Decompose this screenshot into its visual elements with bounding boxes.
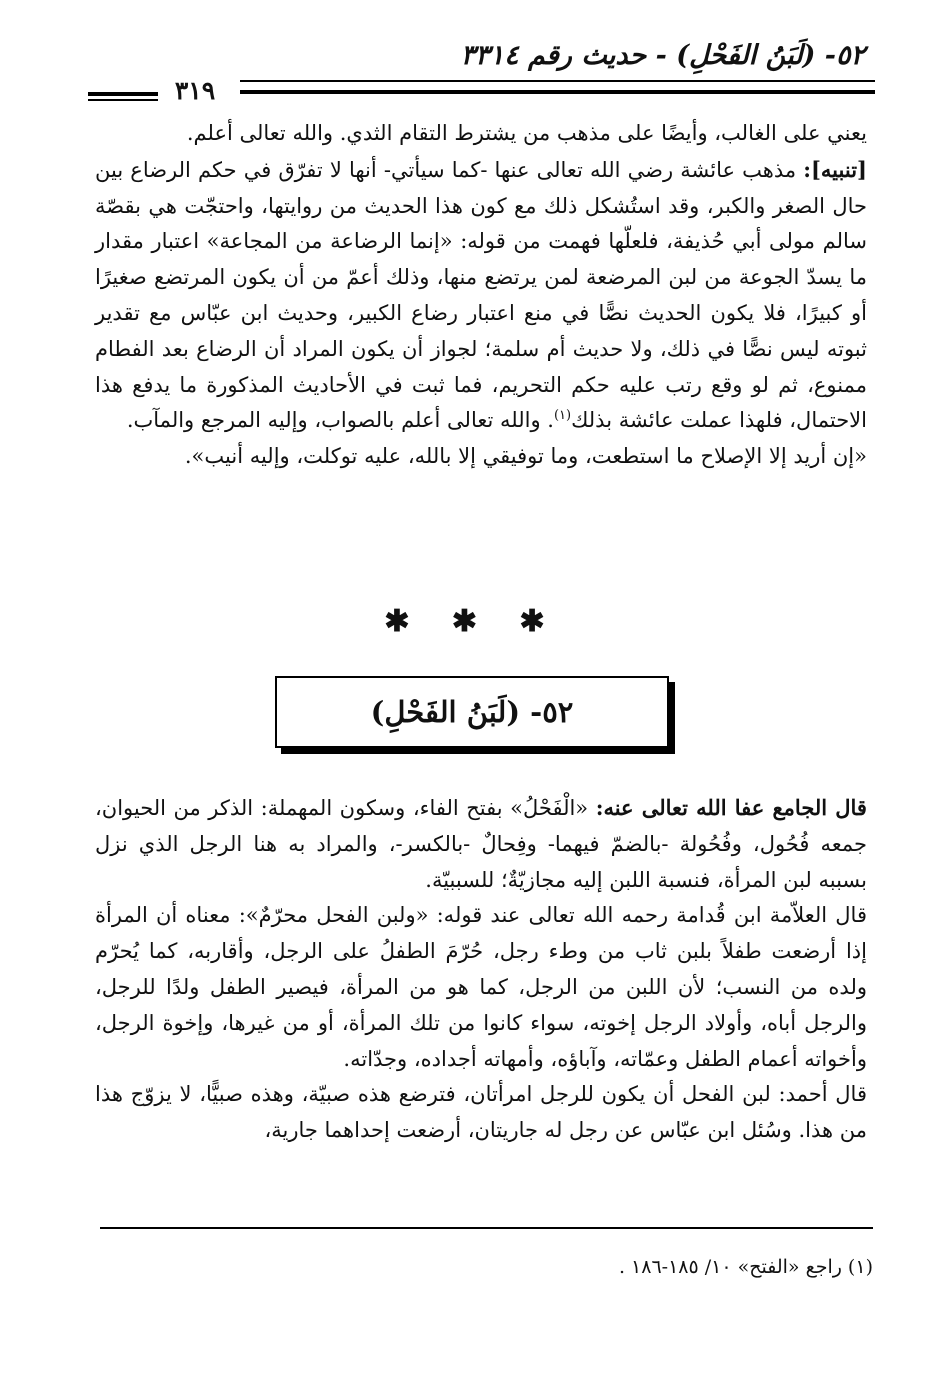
footnote-marker: (١) [553, 408, 572, 424]
note-body: مذهب عائشة رضي الله تعالى عنها -كما سيأتي- أنها لا تفرّق في حكم الرضاع بين حال الصغر والكبر، وقد استُشكل ذلك مع كون هذا الحديث من روايتها، واحتجّت هي بقصّة سالم مولى أبي حُذيفة، فلعلّها فهمت من قوله: «إنما الرضاعة من المجاعة» اعتبار مقدار ما يسدّ الجوعة من لبن المرضعة لمن يرتضع منها، وذلك أعمّ من أن يكون المرتضع صغيرًا أو كبيرًا، فلا يكون الحديث نصًّا في منع اعتبار رضاع الكبير، وحديث ابن عبّاس مع تقدير ثبوته ليس نصًّا في ذلك، ولا حديث أم سلمة؛ لجواز أن يكون المراد أن الرضاع بعد الفطام ممنوع، ثم لو وقع رتب عليه حكم التحريم، فما ثبت في الأحاديث المذكورة ما يدفع هذا الاحتمال، فلهذا عملت عائشة بذلك [95, 157, 867, 433]
top-text-block [95, 116, 867, 475]
section-title: ٥٢- (لَبَنُ الفَحْلِ) [275, 676, 669, 748]
header-rule-thick [240, 90, 875, 94]
paragraph: قال العلاّمة ابن قُدامة رحمه الله تعالى عند قوله: «ولبن الفحل محرّمٌ»: معناه أن المرأة إذا أرضعت طفلاً بلبن ثاب من وطء رجل، حُرّمَ الطفلُ على الرجل، وأقاربه، كما يُحرّم ولده من النسب؛ لأن اللبن من الرجل، كما هو من المرأة، فيصير الطفل ولدًا للرجل، والرجل أباه، وأولاد الرجل إخوته، سواء كانوا من تلك المرأة، أو من غيرها، وإخوة الرجل، وأخواته أعمام الطفل وعمّاته، وآباؤه، وأمهاته أجداده، وجدّاته. [95, 903, 867, 1071]
paragraph: قال أحمد: لبن الفحل أن يكون للرجل امرأتان، فترضع هذه صبيّة، وهذه صبيًّا، لا يزوّج هذا من هذا. وسُئل ابن عبّاس عن رجل له جاريتان، أرضعت إحداهما جارية، [95, 1082, 867, 1143]
note-end: . والله تعالى أعلم بالصواب، وإليه المرجع والمآب. [126, 408, 554, 433]
paragraph [95, 790, 867, 898]
page-number-rule [88, 92, 158, 96]
section-separator: ✱ ✱ ✱ [384, 604, 561, 639]
running-header-title: ٥٢- (لَبَنُ الفَحْلِ) - حديث رقم ٣٣١٤ [460, 40, 865, 71]
footnote-rule [100, 1227, 873, 1229]
paragraph-body: «الْفَحْلُ» بفتح الفاء، وسكون المهملة: الذكر من الحيوان، جمعه فُحُول، وفُحُولة -بالضمّ فيهما- وفِحالٌ -بالكسر-، والمراد به هنا الرجل الذي نزل بسببه لبن المرأة، فنسبة اللبن إليه مجازيّةٌ؛ للسببيّة. [95, 796, 867, 892]
page-number-rule-thin [88, 99, 158, 101]
quran-quote: «إن أريد إلا الإصلاح ما استطعت، وما توفيقي إلا بالله، عليه توكلت، وإليه أنيب». [184, 444, 867, 469]
note-label: [تنبيه]: [803, 156, 867, 182]
section-text-block [95, 790, 867, 1149]
footnote: (١) راجع «الفتح» ١٠/ ١٨٥-١٨٦ . [618, 1256, 873, 1278]
header-rule [240, 80, 875, 82]
paragraph-lead: قال الجامع عفا الله تعالى عنه: [595, 795, 867, 820]
page-number: ٣١٩ [174, 76, 216, 105]
paragraph-note [95, 152, 867, 439]
paragraph: يعني على الغالب، وأيضًا على مذهب من يشترط التقام الثدي. والله تعالى أعلم. [186, 121, 867, 145]
